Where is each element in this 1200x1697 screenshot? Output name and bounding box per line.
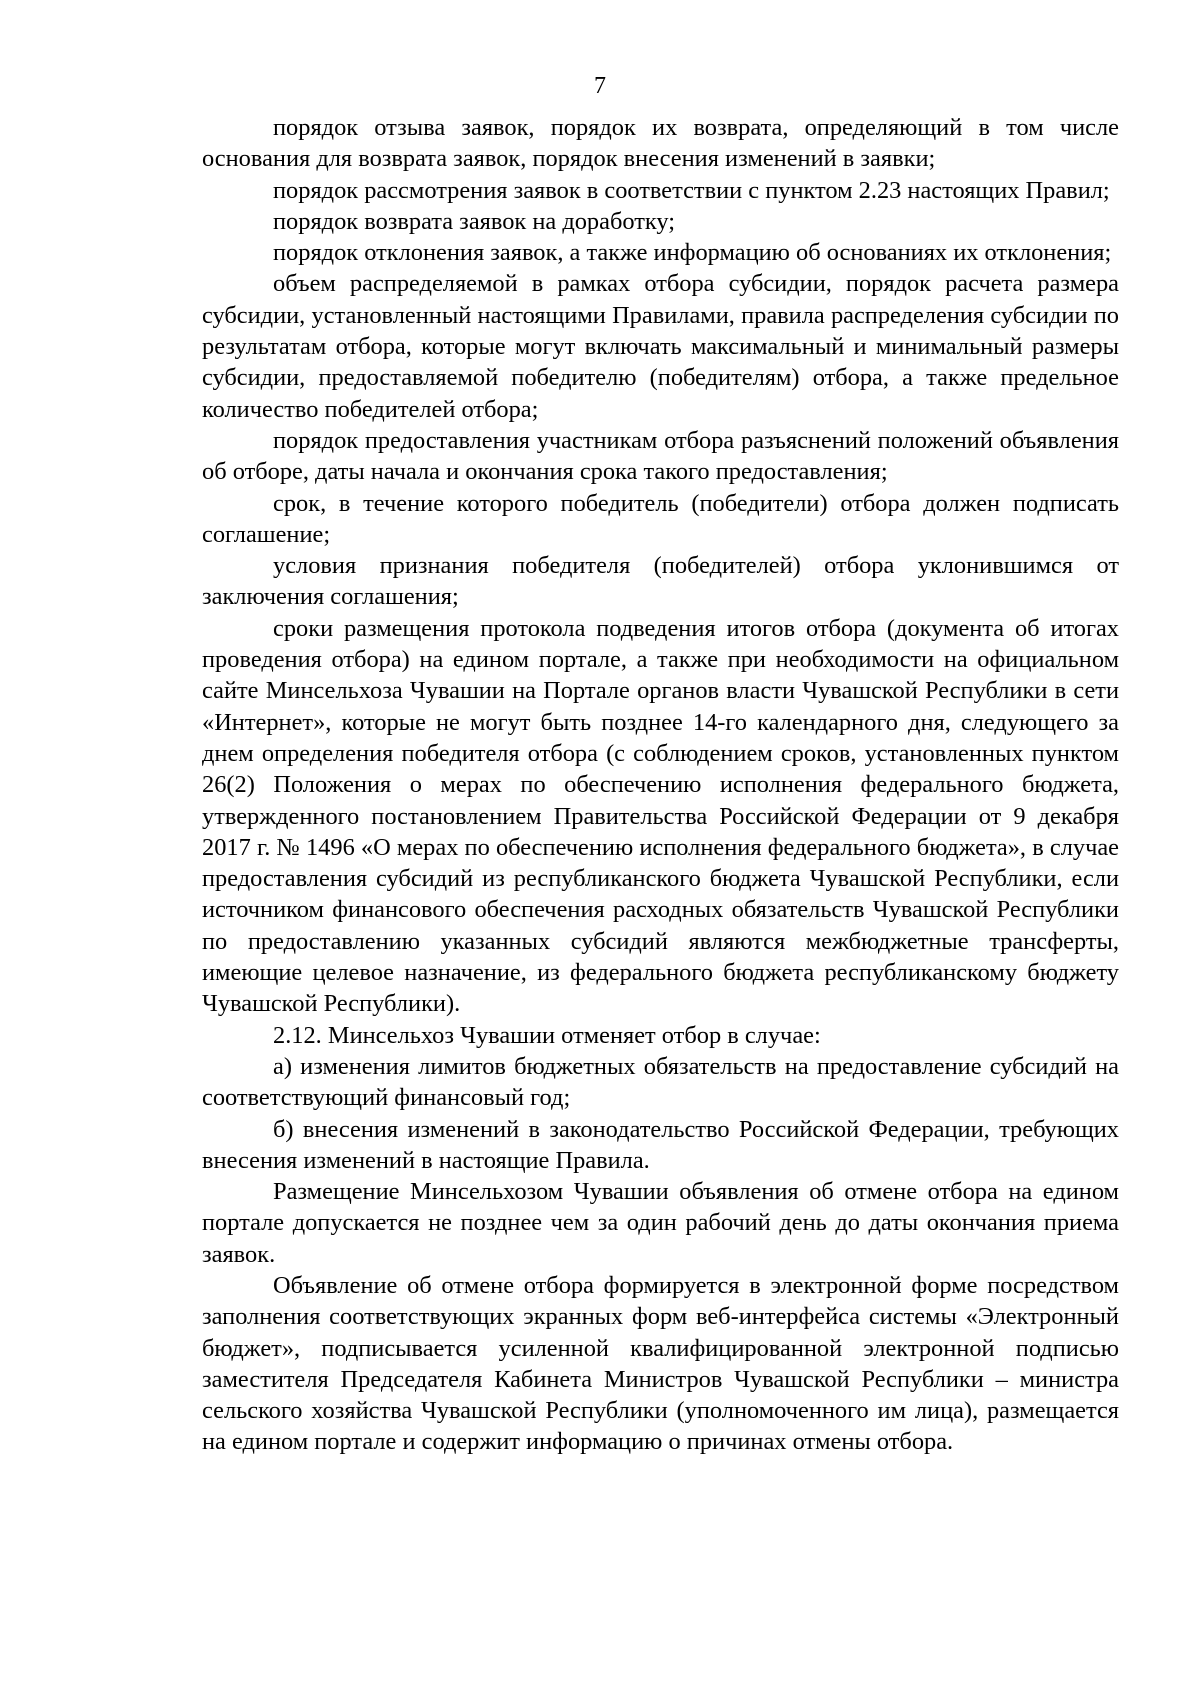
- paragraph-2-12-cancellation: 2.12. Минсельхоз Чувашии отменяет отбор в случае:: [273, 1021, 821, 1049]
- paragraph-review-procedure: порядок рассмотрения заявок в соответствии с пунктом 2.23 настоящих Правил;: [273, 176, 1110, 204]
- paragraph-clarifications: порядок предоставления участникам отбора разъяснений положений объявления об отборе, даты начала и окончания срока такого предоставления;: [202, 426, 1119, 486]
- paragraph-return-for-revision: порядок возврата заявок на доработку;: [273, 207, 676, 235]
- paragraph-withdrawal-procedure: порядок отзыва заявок, порядок их возврата, определяющий в том числе основания для возврата заявок, порядок внесения изменений в заявки;: [202, 114, 1119, 173]
- paragraph-item-b: б) внесения изменений в законодательство Российской Федерации, требующих внесения изменений в настоящие Правила.: [202, 1115, 1119, 1174]
- paragraph-protocol-publication-terms: сроки размещения протокола подведения итогов отбора (документа об итогах проведения отбора) на едином портале, а также при необходимости на официальном сайте Минсельхоза Чувашии на Портале органов власти Чувашской Республики в сети «Интернет», которые не могут быть позднее 14-го календарного дня, следующего за днем определения победителя отбора (с соблюдением сроков, установленных пунктом 26(2) Положения о мерах по обеспечению исполнения федерального бюджета, утвержденного постановлением Правительства Российской Федерации от 9 декабря 2017 г. № 1496 «О мерах по обеспечению исполнения федерального бюджета», в случае предоставления субсидий из республиканского бюджета Чувашской Республики, если источником финансового обеспечения расходных обязательств Чувашской Республики по предоставлению указанных субсидий являются межбюджетные трансферты, имеющие целевое назначение, из федерального бюджета республиканскому бюджету Чувашской Республики).: [202, 614, 1119, 1018]
- paragraph-rejection-procedure: порядок отклонения заявок, а также информацию об основаниях их отклонения;: [273, 239, 1112, 267]
- document-body: [202, 112, 1119, 1458]
- paragraph-item-a: а) изменения лимитов бюджетных обязательств на предоставление субсидий на соответствующий финансовый год;: [202, 1052, 1119, 1112]
- paragraph-cancellation-announcement: Объявление об отмене отбора формируется в электронной форме посредством заполнения соответствующих экранных форм веб-интерфейса системы «Электронный бюджет», подписывается усиленной квалифицированной электронной подписью заместителя Председателя Кабинета Министров Чувашской Республики – министра сельского хозяйства Чувашской Республики (уполномоченного им лица), размещается на едином портале и содержит информацию о причинах отмены отбора.: [202, 1271, 1119, 1456]
- paragraph-cancellation-publication: Размещение Минсельхозом Чувашии объявления об отмене отбора на едином портале допускается не позднее чем за один рабочий день до даты окончания приема заявок.: [202, 1178, 1119, 1268]
- paragraph-subsidy-volume: объем распределяемой в рамках отбора субсидии, порядок расчета размера субсидии, установленный настоящими Правилами, правила распределения субсидии по результатам отбора, которые могут включать максимальный и минимальный размеры субсидии, предоставляемой победителю (победителям) отбора, а также предельное количество победителей отбора;: [202, 270, 1119, 423]
- page-number: 7: [594, 73, 606, 99]
- paragraph-evasion-conditions: условия признания победителя (победителей) отбора уклонившимся от заключения соглашения;: [202, 552, 1119, 611]
- paragraph-agreement-signing-term: срок, в течение которого победитель (победители) отбора должен подписать соглашение;: [202, 489, 1119, 548]
